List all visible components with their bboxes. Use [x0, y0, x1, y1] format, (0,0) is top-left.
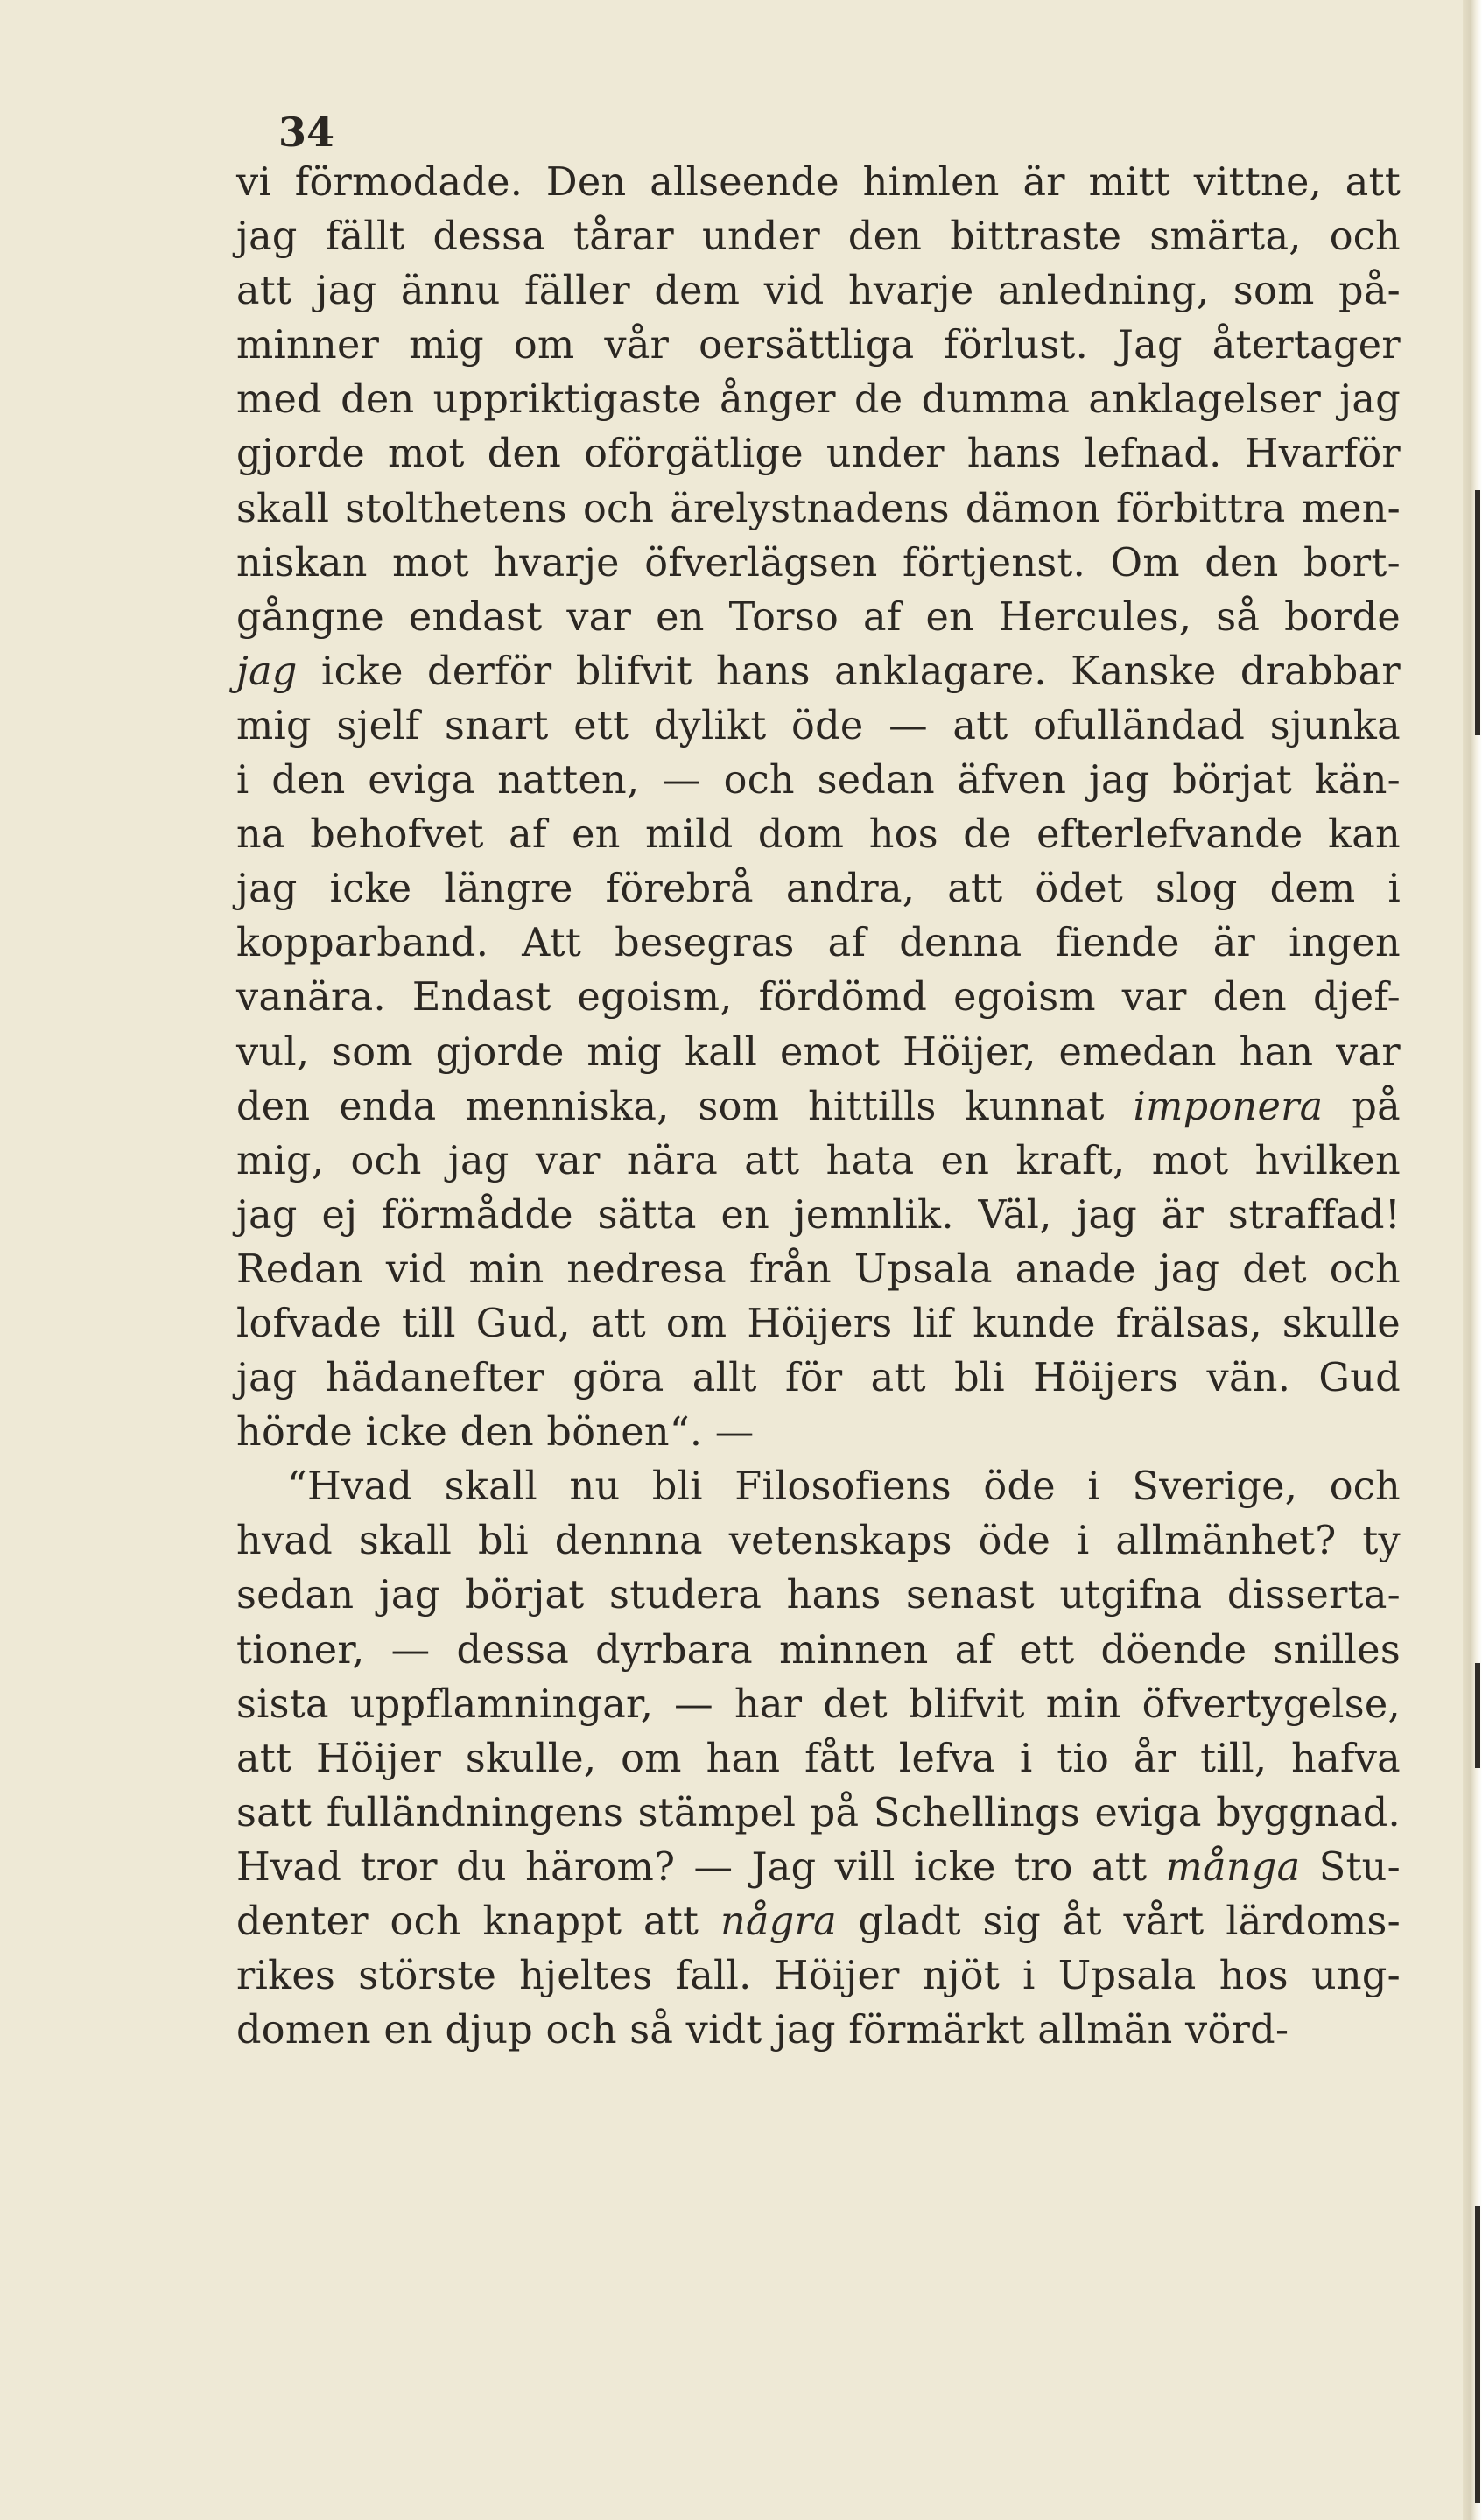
text-line [236, 319, 1401, 373]
text-segment: hörde icke den bönen“. — [236, 1410, 755, 1456]
text-segment: jag fällt dessa tårar under den bittraste smärta, och [236, 214, 1401, 260]
text-segment: vul, som gjorde mig kall emot Höijer, emedan han var [236, 1029, 1401, 1075]
paragraph [236, 156, 1401, 1460]
text-segment: na behofvet af en mild dom hos de efterlefvande kan [236, 812, 1401, 858]
text-segment: kopparband. Att besegras af denna fiende är ingen [236, 921, 1401, 966]
text-line [236, 1569, 1401, 1623]
text-line [236, 1624, 1401, 1678]
text-segment: Stu- [1300, 1844, 1401, 1890]
italic-word: många [1165, 1844, 1301, 1890]
text-segment: Hvad tror du härom? — Jag vill icke tro att [236, 1844, 1166, 1890]
text-segment: att jag ännu fäller dem vid hvarje anledning, som på- [236, 269, 1401, 314]
text-line [236, 1243, 1401, 1297]
text-segment: hvad skall bli dennna vetenskaps öde i allmänhet? ty [236, 1519, 1401, 1564]
text-segment: skall stolthetens och ärelystnadens dämon förbittra men- [236, 486, 1401, 531]
text-line [236, 2004, 1401, 2058]
edge-mark [1475, 2206, 1480, 2503]
italic-word: jag [236, 649, 298, 694]
text-segment: med den uppriktigaste ånger de dumma anklagelser jag [236, 377, 1401, 423]
text-segment: vanära. Endast egoism, fördömd egoism var den djef- [236, 975, 1401, 1021]
text-segment: att Höijer skulle, om han fått lefva i tio år till, hafva [236, 1736, 1401, 1781]
text-line [236, 1351, 1401, 1406]
text-segment: “Hvad skall nu bli Filosofiens öde i Sverige, och [287, 1464, 1401, 1510]
text-line [236, 971, 1401, 1025]
text-segment: sista uppflamningar, — har det blifvit min öfvertygelse, [236, 1681, 1401, 1727]
text-line [236, 427, 1401, 481]
text-segment: satt fulländningens stämpel på Schellings eviga byggnad. [236, 1790, 1401, 1836]
text-segment: niskan mot hvarje öfverlägsen förtjenst. Om den bort- [236, 540, 1401, 586]
text-line [236, 591, 1401, 645]
text-line [236, 264, 1401, 319]
text-segment: på [1323, 1084, 1401, 1129]
text-line [236, 862, 1401, 916]
text-line [236, 210, 1401, 264]
text-line [236, 537, 1401, 591]
text-segment: jag ej förmådde sätta en jemnlik. Väl, jag är straffad! [236, 1192, 1401, 1238]
text-line [236, 1134, 1401, 1189]
text-line [236, 916, 1401, 971]
text-segment: tioner, — dessa dyrbara minnen af ett döende snilles [236, 1627, 1401, 1673]
text-line [236, 1732, 1401, 1786]
text-line [236, 156, 1401, 210]
edge-mark [1475, 490, 1480, 735]
edge-mark [1475, 1663, 1480, 1768]
text-line [236, 699, 1401, 754]
text-line [236, 1297, 1401, 1351]
text-segment: vi förmodade. Den allseende himlen är mitt vittne, att [236, 160, 1401, 205]
text-line [236, 1895, 1401, 1949]
paragraph [236, 1460, 1401, 2058]
text-line [236, 754, 1401, 808]
text-segment: icke derför blifvit hans anklagare. Kanske drabbar [297, 649, 1401, 694]
text-segment: denter och knappt att [236, 1899, 720, 1944]
text-segment: Redan vid min nedresa från Upsala anade jag det och [236, 1246, 1401, 1292]
text-line [236, 1460, 1401, 1514]
text-line [236, 1026, 1401, 1080]
text-segment: sedan jag börjat studera hans senast utgifna disserta- [236, 1573, 1401, 1618]
page-number: 34 [278, 109, 335, 156]
text-segment: minner mig om vår oersättliga förlust. Jag återtager [236, 323, 1401, 369]
text-line [236, 1189, 1401, 1243]
text-line [236, 1514, 1401, 1569]
text-line [236, 1406, 1401, 1460]
text-line [236, 645, 1401, 699]
text-line [236, 808, 1401, 862]
text-segment: gladt sig åt vårt lärdoms- [836, 1899, 1401, 1944]
text-segment: jag icke längre förebrå andra, att ödet slog dem i [236, 867, 1401, 912]
text-segment: mig, och jag var nära att hata en kraft, mot hvilken [236, 1138, 1401, 1183]
text-segment: i den eviga natten, — och sedan äfven jag börjat kän- [236, 758, 1401, 804]
text-line [236, 1080, 1401, 1134]
text-segment: jag hädanefter göra allt för att bli Höijers vän. Gud [236, 1356, 1401, 1401]
text-segment: rikes störste hjeltes fall. Höijer njöt i Upsala hos ung- [236, 1954, 1401, 1999]
text-line [236, 1949, 1401, 2004]
page-edge [1463, 0, 1482, 2520]
text-segment: gångne endast var en Torso af en Hercules, så borde [236, 594, 1401, 640]
text-segment: den enda menniska, som hittills kunnat [236, 1084, 1134, 1129]
text-segment: gjorde mot den oförgätlige under hans lefnad. Hvarför [236, 432, 1401, 477]
italic-word: imponera [1133, 1084, 1324, 1129]
text-block [236, 156, 1401, 2058]
text-segment: mig sjelf snart ett dylikt öde — att ofulländad sjunka [236, 703, 1401, 748]
text-line [236, 1678, 1401, 1732]
text-segment: domen en djup och så vidt jag förmärkt allmän vörd- [236, 2008, 1289, 2053]
text-line [236, 482, 1401, 537]
text-segment: lofvade till Gud, att om Höijers lif kunde frälsas, skulle [236, 1301, 1401, 1346]
text-line [236, 1841, 1401, 1895]
italic-word: några [720, 1899, 837, 1944]
text-line [236, 1786, 1401, 1841]
text-line [236, 373, 1401, 427]
